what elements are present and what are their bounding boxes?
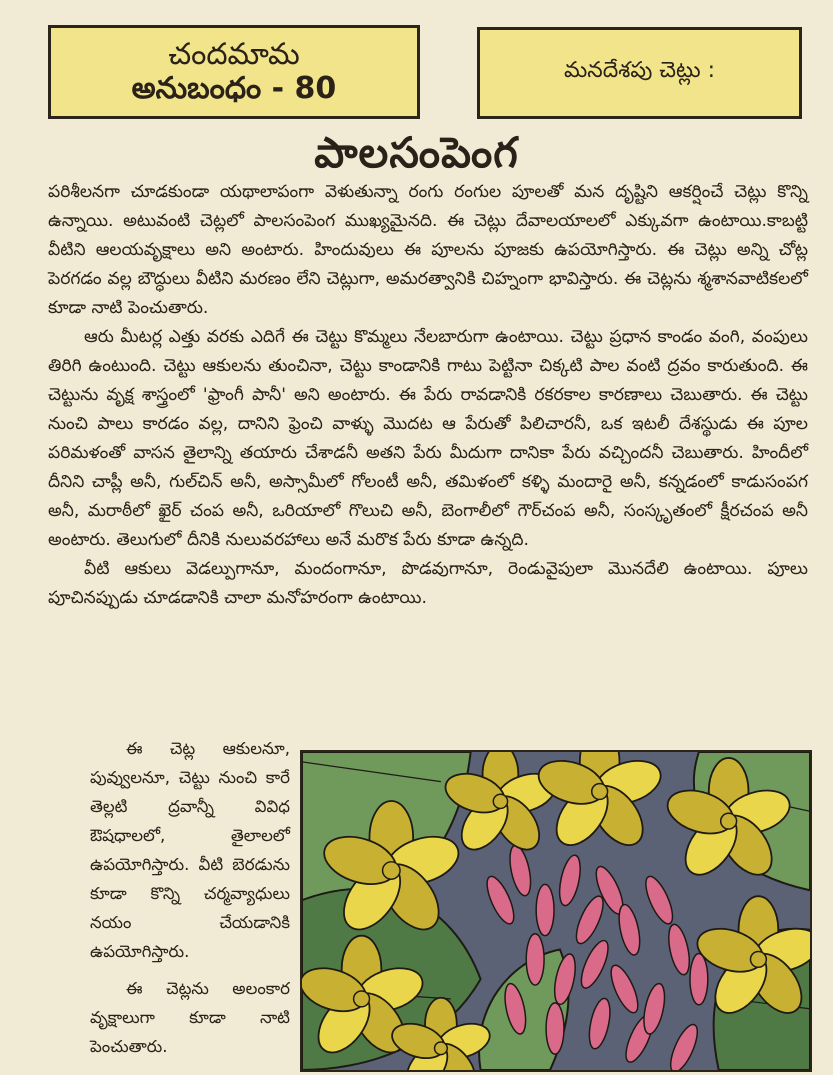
flower-bud bbox=[546, 1003, 564, 1054]
flower-bud bbox=[615, 903, 643, 957]
paragraph-description: ఆరు మీటర్ల ఎత్తు వరకు ఎదిగే ఈ చెట్టు కొమ్మలు నేలబారుగా ఉంటాయి. చెట్టు ప్రధాన కాండం వంగి, వంపులు తిరిగి ఉంటుంది. చెట్టు ఆకులను తుంచినా, చెట్టు కాండానికి గాటు పెట్టినా చిక్కటి పాల వంటి ద్రవం కారుతుంది. ఈ చెట్టును వృక్ష శాస్త్రంలో 'ఫ్రాంగీ పానీ' అని అంటారు. ఈ పేరు రావడానికి రకరకాల కారణాలు చెబుతారు. ఈ చెట్టు నుంచి పాలు కారడం వల్ల, దానిని ఫ్రెంచి వాళ్ళు మొదట ఆ పేరుతో పిలిచారనీ, ఒక ఇటలీ దేశస్థుడు ఈ పూల పరిమళంతో వాసన తైలాన్ని తయారు చేశాడనీ అతని పేరు మీదుగా దానికా పేరు వచ్చిందనీ చెబుతారు. హిందీలో దీనిని చాప్లీ అనీ, గుల్‌చిన్ అనీ, అస్సామీలో గోలంటీ అనీ, తమిళంలో కళ్ళి మందారై అనీ, కన్నడంలో కాడుసంపగ అనీ, మరాఠీలో ఖైర్ చంప అనీ, ఒరియాలో గొలుచి అనీ, బెంగాలీలో గౌర్‌చంప అనీ, సంస్కృతంలో క్షీరచంప అనీ అంటారు. తెలుగులో దీనికి నులువరహాలు అనే మరొక పేరు కూడా ఉన్నది. bbox=[48, 327, 808, 550]
article-title: పాలసంపెంగ bbox=[314, 128, 519, 177]
series-title-box bbox=[477, 27, 802, 119]
flower-center bbox=[721, 813, 737, 829]
flower-center bbox=[493, 794, 507, 808]
flower-center bbox=[750, 951, 766, 967]
flower-bud bbox=[665, 1021, 702, 1070]
frangipani-illustration bbox=[300, 750, 812, 1072]
magazine-header-box bbox=[48, 25, 420, 119]
flower-bud bbox=[506, 844, 534, 898]
paragraph-leaves: వీటి ఆకులు వెడల్పుగానూ, మందంగానూ, పొడవుగానూ, రెండువైపులా మొనదేలి ఉంటాయి. పూలు పూచినప్పుడు చూడడానికి చాలా మనోహరంగా ఉంటాయి. bbox=[48, 559, 808, 608]
magazine-name: చందమామ bbox=[168, 36, 300, 72]
flower-bud bbox=[640, 982, 668, 1036]
flower-bud bbox=[571, 893, 608, 947]
flower-bud bbox=[586, 997, 614, 1051]
flower-bud bbox=[526, 934, 544, 985]
flower-bud bbox=[536, 884, 554, 935]
flower-bud bbox=[606, 962, 643, 1016]
flower-bud bbox=[690, 953, 708, 1004]
series-title: మనదేశపు చెట్లు : bbox=[563, 58, 716, 83]
flower-bud bbox=[556, 853, 584, 907]
flower-center bbox=[383, 862, 400, 879]
flower-bud bbox=[576, 937, 613, 991]
flower-center bbox=[592, 784, 608, 800]
paragraph-ornamental: ఈ చెట్లను అలంకార వృక్షాలుగా కూడా నాటి పెంచుతారు. bbox=[90, 979, 290, 1056]
flower-bud bbox=[641, 873, 678, 927]
paragraph-intro: పరిశీలనగా చూడకుండా యథాలాపంగా వెళుతున్నా రంగు రంగుల పూలతో మన దృష్టిని ఆకర్షించే చెట్లు కొన్ని ఉన్నాయి. అటువంటి చెట్లలో పాలసంపెంగ ముఖ్యమైనది. ఈ చెట్లు దేవాలయాలలో ఎక్కువగా ఉంటాయి.కాబట్టి వీటిని ఆలయవృక్షాలు అని అంటారు. హిందువులు ఈ పూలను పూజకు ఉపయోగిస్తారు. ఈ చెట్లు అన్ని చోట్ల పెరగడం వల్ల బౌద్ధులు వీటిని మరణం లేని చెట్లుగా, అమరత్వానికి చిహ్నంగా భావిస్తారు. ఈ చెట్లను శ్మశానవాటికలలో కూడా నాటి పెంచుతారు. bbox=[48, 182, 808, 318]
supplement-label: అనుబంధం - 80 bbox=[131, 71, 337, 106]
flower-bud bbox=[665, 923, 693, 977]
article-body bbox=[48, 178, 808, 613]
paragraph-uses: ఈ చెట్ల ఆకులనూ, పువ్వులనూ, చెట్టు నుంచి కారే తెల్లటి ద్రవాన్నీ వివిధ ఔషధాలలో, తైలాలలో ఉపయోగిస్తారు. వీటి బెరడును కూడా కొన్ని చర్మవ్యాధులు నయం చేయడానికి ఉపయోగిస్తారు. bbox=[90, 739, 290, 961]
flower-center bbox=[435, 1042, 448, 1055]
flower-drawing bbox=[302, 752, 810, 1070]
article-side-column bbox=[90, 734, 290, 1069]
flower-center bbox=[354, 991, 370, 1007]
